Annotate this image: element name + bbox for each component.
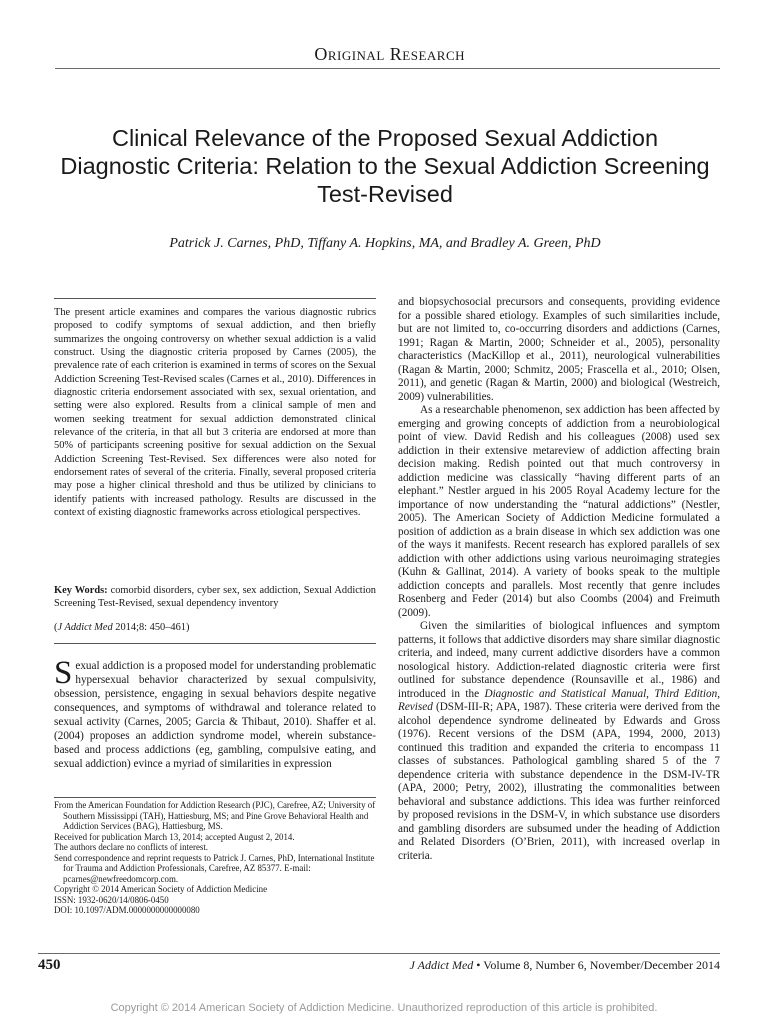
page-number: 450 — [38, 957, 61, 973]
abstract-bottom-rule — [54, 643, 376, 644]
citation-open: ( — [54, 622, 58, 633]
footer-journal: J Addict Med — [409, 958, 474, 972]
footer-bullet: • — [476, 958, 481, 972]
drop-cap: S — [54, 655, 73, 691]
keywords-label: Key Words: — [54, 585, 108, 596]
citation-journal: J Addict Med — [57, 622, 113, 633]
citation-rest: 2014;8: 450–461) — [112, 622, 190, 633]
paragraph-3-end: (DSM-III-R; APA, 1987). These criteria were derived from the alcohol dependence syndrome delineated by Edwards and Gross (1976). Recent versions of the DSM (APA, 1994, 2000, 2013) continued this tradition and expanded the criteria to encompass 11 classes of substances. Pathological gambling shared 5 of the 7 dependence criteria with substance dependence in the DSM-IV-TR (APA, 2000; Petry, 2002), illustrating the commonalities between behavioral and substance addictions. This idea was further reinforced by proposed revisions in the DSM-V, in which substance use disorders and gambling disorders are subsumed under the heading of Addiction and Related Disorders (O’Brien, 2011), with increased overlap in criteria. — [398, 701, 720, 862]
section-label: Original Research — [314, 44, 465, 64]
body-paragraph-3 — [398, 620, 720, 863]
body-intro-paragraph — [54, 655, 376, 771]
body-paragraph-2: As a researchable phenomenon, sex addiction has been affected by emerging and growing concepts of addiction from a neurobiological point of view. David Redish and his colleagues (2008) used sex addiction in their extensive metareview of addiction affecting brain decision making. Redish pointed out that much controversy in addiction medicine was classically “having different parts of an elephant.” Nestler argued in his 2005 Royal Academy lecture for the importance of now understanding the “natural addictions” (Nestler, 2005). The American Society of Addiction Medicine formulated a position of addiction as a brain disease in which sex addiction was one of the ways it manifests. Recent research has explored parallels of sex addiction with other addictions using various neuroimaging strategies (Kuhn & Gallinat, 2014). A variety of books speak to the multiple addiction concepts and parallels. Most recently that genre includes Rosenberg and Feder (2014) but also Coombs (2004) and Freimuth (2009). — [398, 404, 720, 619]
journal-info — [410, 958, 720, 973]
footnote-conflicts: The authors declare no conflicts of interest. — [54, 842, 209, 852]
paragraph-3-start: Given the similarities of biological influences and symptom patterns, it follows that addictive disorders may share similar diagnostic criteria, and indeed, many current addictive disorders have a common nosological history. Addiction-related diagnostic criteria were first outlined for substance dependence (Rounsaville et al., 1986) and introduced in the — [398, 620, 720, 700]
abstract-text: The present article examines and compares the various diagnostic rubrics proposed to codify symptoms of sexual addiction, and then briefly summarizes the ongoing controversy on whether sexual addiction is a valid construct. Using the diagnostic criteria proposed by Carnes (2005), the prevalence rate of each criterion is examined in terms of scores on the Sexual Addiction Screening Test-Revised scales (Carnes et al., 2010). Differences in diagnostic criteria endorsement associated with sex, sexual orientation, and setting were also explored. Results from a clinical sample of men and women seeking treatment for sexual addiction demonstrated clinical relevance of the criteria, in that all but 3 criteria are endorsed at more than 50% of participants screening positive for sexual addiction on the Sexual Addiction Screening Test-Revised. Sex differences were also noted for endorsement rates of several of the criteria. Finally, several proposed criteria may pose a higher clinical threshold and thus be utilized by clinicians to identify patients with increased pathology. Results are discussed in the context of existing diagnostic frameworks across etiological perspectives. — [54, 307, 376, 519]
keywords-text: comorbid disorders, cyber sex, sex addiction, Sexual Addiction Screening Test-Revised, sexual dependency inventory — [54, 585, 376, 610]
author-list: Patrick J. Carnes, PhD, Tiffany A. Hopkins, MA, and Bradley A. Green, PhD — [169, 236, 601, 251]
body-right-column — [398, 296, 720, 863]
intro-text: exual addiction is a proposed model for understanding problematic hypersexual behavior characterized by sexual compulsivity, obsession, persistence, engaging in sexual behaviors despite negative consequences, and symptoms of withdrawal and tolerance related to sexual activity (Carnes, 2005; Garcia & Thibaut, 2010). Shaffer et al. (2004) proposes an addiction syndrome model, wherein substance-based and process addictions (eg, gambling, compulsive eating, and sexual addiction) evince a myriad of similarities in expression — [54, 660, 376, 771]
footnote-issn: ISSN: 1932-0620/14/0806-0450 — [54, 894, 169, 905]
keywords — [54, 584, 376, 611]
dsm-title: Diagnostic and Statistical Manual, Third Edition, Revised — [398, 687, 721, 713]
footnote-doi: DOI: 10.1097/ADM.0000000000000080 — [54, 905, 200, 915]
footer-issue: Volume 8, Number 6, November/December 2014 — [483, 958, 720, 972]
article-title: Clinical Relevance of the Proposed Sexual Addiction Diagnostic Criteria: Relation to the Sexual Addiction Screening Test-Revised — [60, 125, 710, 207]
footnote-copyright: Copyright © 2014 American Society of Addiction Medicine — [54, 884, 268, 894]
citation — [54, 621, 376, 634]
footer-rule — [38, 953, 720, 954]
header-rule — [55, 68, 720, 69]
footnote-correspondence: Send correspondence and reprint requests to Patrick J. Carnes, PhD, International Institute for Trauma and Addiction Professionals, Carefree, AZ 85377. E-mail: pcarnes@newfreedomcorp.com. — [54, 852, 375, 884]
abstract-top-rule — [54, 298, 376, 299]
footnote-dates: Received for publication March 13, 2014; accepted August 2, 2014. — [54, 831, 295, 842]
footnote-rule — [54, 797, 376, 798]
body-paragraph-1: and biopsychosocial precursors and consequents, providing evidence for a possible shared etiology. Examples of such similarities include, but are not limited to, co-occurring disorders and addictions (Carnes, 1991; Ragan & Martin, 2000; Schneider et al., 2005), personality characteristics (MacKillop et al., 2011), neurological vulnerabilities (Ragan & Martin, 2000; Schmitz, 2005; Frascella et al., 2010; Olsen, 2011), and genetic (Ragan & Martin, 2000) and biological (Westreich, 2009) vulnerabilities. — [398, 296, 720, 403]
footnote-affiliation: From the American Foundation for Addiction Research (PJC), Carefree, AZ; University of Southern Mississippi (TAH), Hattiesburg, MS; and Pine Grove Behavioral Health and Addiction Services (BAG), Hattiesburg, MS. — [54, 800, 376, 831]
copyright-notice: Copyright © 2014 American Society of Addiction Medicine. Unauthorized reproduction of this article is prohibited. — [110, 1002, 658, 1014]
footnotes — [54, 800, 376, 916]
